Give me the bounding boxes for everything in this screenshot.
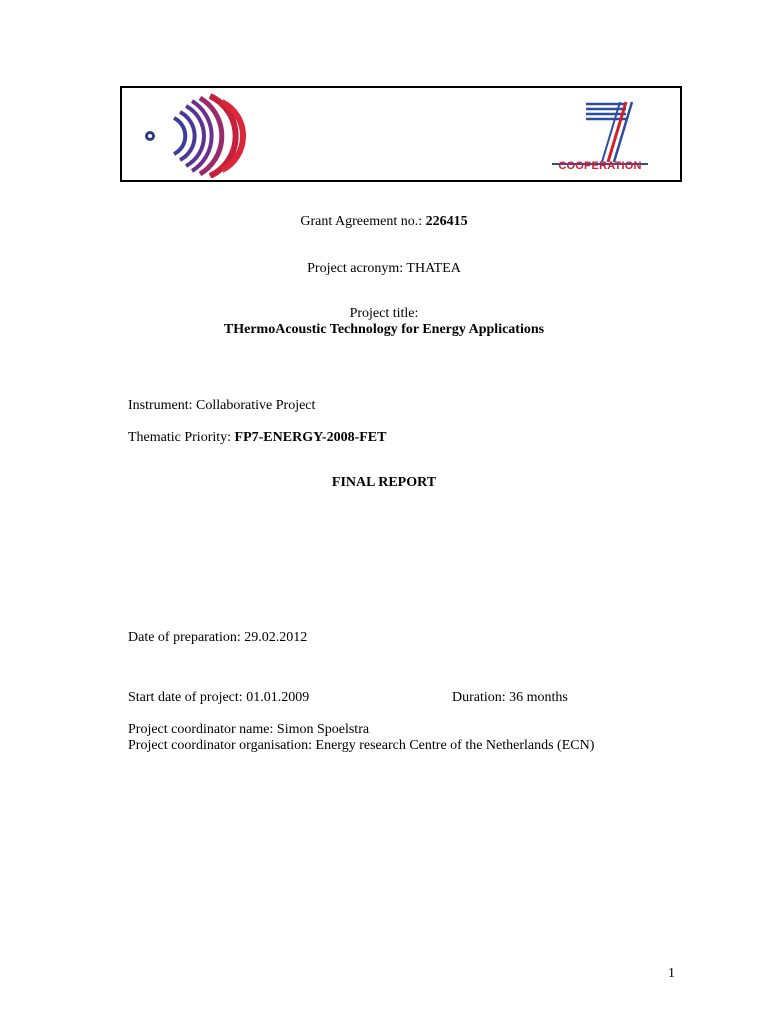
fp7-cooperation-label: COOPERATION (558, 160, 642, 172)
organisation-label: Project coordinator organisation: (128, 738, 316, 753)
project-acronym (0, 261, 768, 277)
start-value: 01.01.2009 (246, 690, 310, 705)
start-date (128, 690, 309, 706)
start-label: Start date of project: (128, 690, 247, 705)
duration (452, 690, 568, 706)
grant-agreement (0, 214, 768, 230)
header-logo-box (120, 86, 682, 182)
coordinator-name (128, 722, 369, 738)
thematic-label: Thematic Priority: (128, 430, 235, 445)
fp7-cooperation-logo (546, 96, 654, 176)
thatea-logo (134, 92, 254, 178)
grant-value: 226415 (425, 214, 468, 229)
organisation-value: Energy research Centre of the Netherlands (ECN) (315, 738, 595, 753)
coordinator-label: Project coordinator name: (128, 722, 277, 737)
date-of-preparation (128, 630, 307, 646)
report-type-value: FINAL REPORT (331, 475, 437, 490)
instrument-value: Collaborative Project (196, 398, 316, 413)
instrument (128, 398, 315, 414)
preparation-label: Date of preparation: (128, 630, 245, 645)
grant-label: Grant Agreement no.: (300, 214, 426, 229)
project-title-label: Project title: (349, 306, 419, 321)
acronym-label: Project acronym: (307, 261, 407, 276)
thematic-priority (128, 430, 386, 446)
duration-label: Duration: (452, 690, 510, 705)
coordinator-organisation (128, 738, 594, 754)
acronym-value: THATEA (406, 261, 461, 276)
page-number: 1 (668, 966, 675, 981)
preparation-value: 29.02.2012 (244, 630, 308, 645)
project-title (0, 322, 768, 338)
report-type (0, 475, 768, 491)
fp7-seven-icon (546, 96, 654, 166)
thematic-value: FP7-ENERGY-2008-FET (234, 430, 387, 445)
duration-value: 36 months (509, 690, 568, 705)
coordinator-value: Simon Spoelstra (276, 722, 370, 737)
project-title-value: THermoAcoustic Technology for Energy Applications (223, 322, 545, 337)
instrument-label: Instrument: (128, 398, 197, 413)
